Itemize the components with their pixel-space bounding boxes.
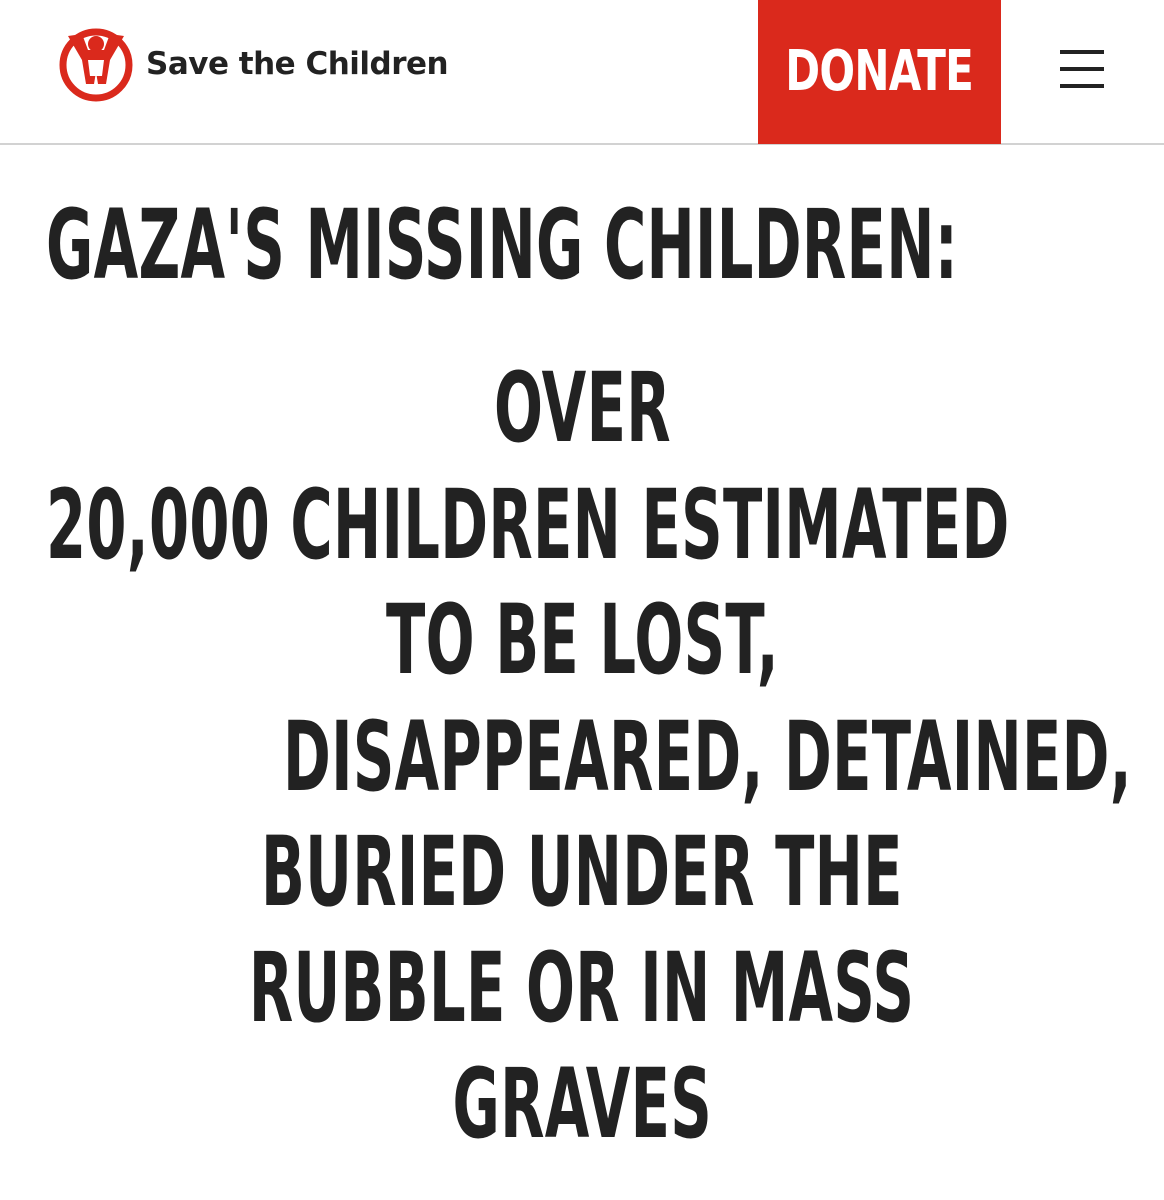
- subheadline-line-4: DISAPPEARED, DETAINED,: [282, 701, 1132, 813]
- subheadline-line-7: GRAVES: [452, 1048, 712, 1160]
- subheadline-line-5: BURIED UNDER THE: [261, 816, 903, 928]
- site-header: [0, 0, 1164, 145]
- subheadline-line-2: 20,000 CHILDREN ESTIMATED: [46, 469, 1010, 581]
- donate-label: DONATE: [785, 39, 974, 104]
- subheadline-line-3: TO BE LOST,: [385, 584, 779, 696]
- donate-button[interactable]: [758, 0, 1001, 144]
- menu-button[interactable]: [1052, 40, 1112, 100]
- subheadline-line-1: OVER: [493, 352, 671, 464]
- headline-title: GAZA'S MISSING CHILDREN:: [46, 189, 959, 301]
- brand-name: Save the Children: [146, 45, 449, 82]
- brand-home-link[interactable]: [58, 24, 448, 104]
- subheadline-line-6: RUBBLE OR IN MASS: [249, 932, 915, 1044]
- save-the-children-logo-icon: [58, 24, 134, 104]
